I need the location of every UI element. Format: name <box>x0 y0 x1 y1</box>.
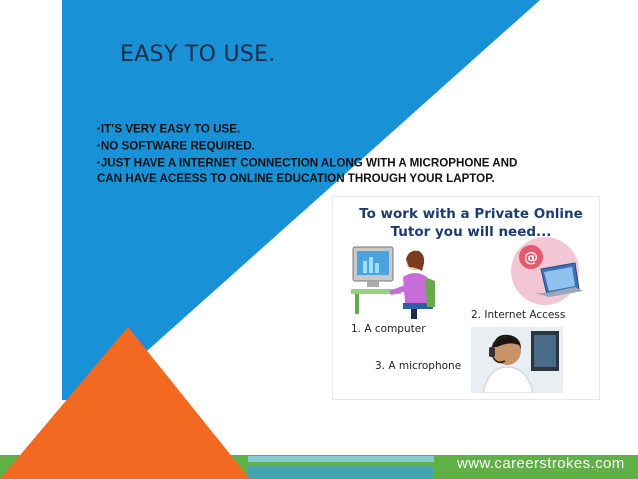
headset-person-icon <box>471 327 563 393</box>
svg-text:@: @ <box>524 250 538 266</box>
item-label: 1. A computer <box>351 323 426 335</box>
orange-triangle <box>0 327 250 479</box>
bullet-marker-icon: ▪ <box>97 140 100 150</box>
bullet-item: ▪JUST HAVE A INTERNET CONNECTION ALONG WITH A MICROPHONE AND CAN HAVE ACEESS TO ONLINE EDUCATION THROUGH YOUR LAPTOP. <box>97 155 518 186</box>
infographic-card <box>332 196 600 400</box>
computer-user-icon <box>349 241 437 321</box>
slide-title: EASY TO USE. <box>120 42 276 67</box>
infographic-heading: To work with a Private Online Tutor you will need... <box>359 206 583 240</box>
bullet-marker-icon: ▪ <box>97 157 100 167</box>
footer-website: www.careerstrokes.com <box>457 455 625 472</box>
item-label: 2. Internet Access <box>471 309 566 321</box>
bullet-item: ▪NO SOFTWARE REQUIRED. <box>97 139 255 153</box>
bullet-marker-icon: ▪ <box>97 124 100 133</box>
bullet-item: ▪IT’S VERY EASY TO USE. <box>97 122 241 136</box>
laptop-email-icon <box>505 235 589 307</box>
bullet-list <box>97 121 537 188</box>
item-label: 3. A microphone <box>375 360 462 372</box>
